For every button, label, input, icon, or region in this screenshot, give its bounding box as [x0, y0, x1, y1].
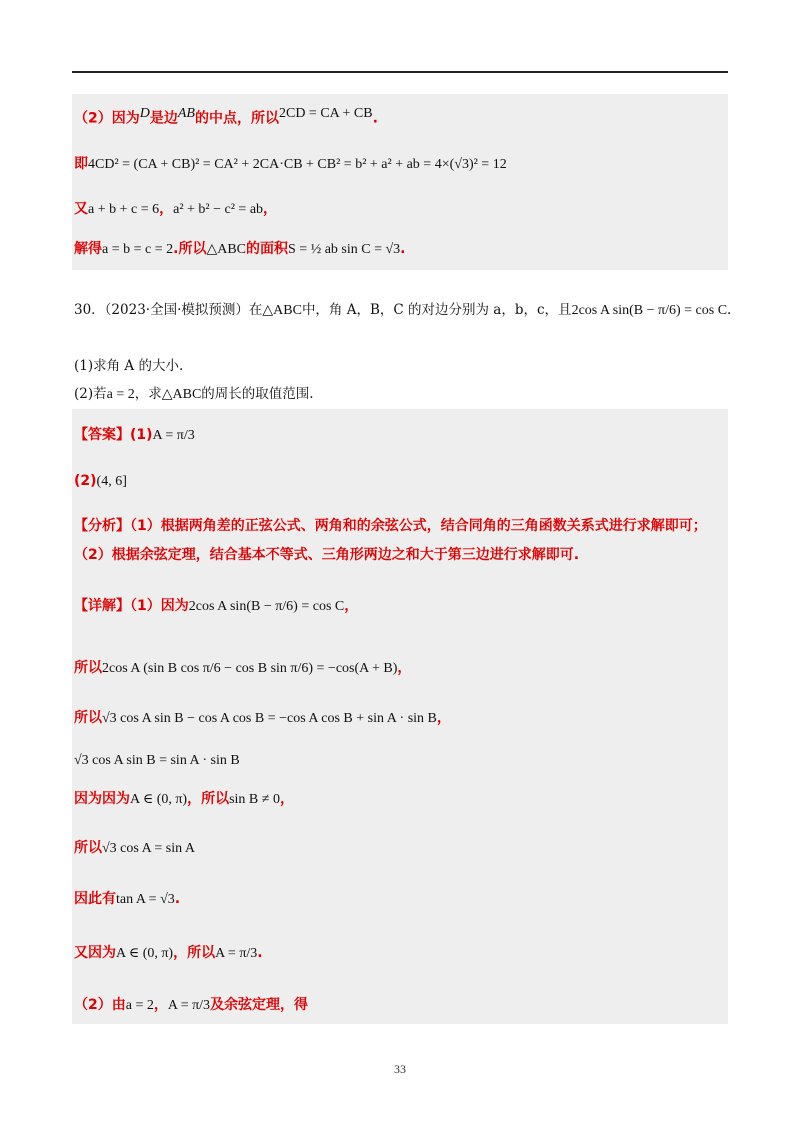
step-cos-sin: 所以√3 cos A = sin A [74, 840, 195, 856]
line-conditions: 又a + b + c = 6，a² + b² − c² = ab， [74, 201, 278, 217]
step-sinb-nonzero: 因为因为A ∈ (0, π)，所以sin B ≠ 0， [74, 791, 294, 807]
analysis-line2: （2）根据余弦定理，结合基本不等式、三角形两边之和大于第三边进行求解即可. [74, 547, 580, 563]
line-area-result: 解得a = b = c = 2.所以△ABC的面积S = ½ ab sin C = √3. [74, 241, 406, 257]
answer-part2: (2)(4, 6] [74, 473, 127, 489]
step-expand: 所以2cos A (sin B cos π/6 − cos B sin π/6) = −cos(A + B)， [74, 660, 412, 676]
analysis-line1: 【分析】（1）根据两角差的正弦公式、两角和的余弦公式，结合同角的三角函数关系式进行求解即可； [74, 518, 707, 534]
line-midpoint: （2）因为$^D$是边$^{AB}$的中点，所以$^{2CD = CA + CB}$. [74, 106, 378, 127]
detail-intro: 【详解】（1）因为2cos A sin(B − π/6) = cos C， [74, 598, 359, 614]
question-30-part2: (2)若a = 2，求△ABC的周长的取值范围. [74, 386, 314, 402]
page-number: 33 [394, 1062, 406, 1076]
answer-part1: 【答案】(1)A = π/3 [74, 427, 195, 443]
question-30-stem: 30．（2023·全国·模拟预测）在△ABC中，角 A，B，C 的对边分别为 a，b，c，且2cos A sin(B − π/6) = cos C. [74, 302, 732, 318]
step-reduced: √3 cos A sin B = sin A · sin B [74, 753, 240, 768]
line-vector-square: 即4CD² = (CA + CB)² = CA² + 2CA·CB + CB² = b² + a² + ab = 4×(√3)² = 12 [74, 156, 507, 172]
part2-start: （2）由a = 2，A = π/3及余弦定理，得 [74, 997, 309, 1013]
step-tan: 因此有tan A = √3. [74, 891, 181, 907]
question-30-part1: (1)求角 A 的大小. [74, 358, 184, 374]
step-angle-a: 又因为A ∈ (0, π)，所以A = π/3. [74, 945, 263, 961]
header-rule [72, 71, 728, 73]
step-simplify: 所以√3 cos A sin B − cos A cos B = −cos A cos B + sin A · sin B， [74, 710, 451, 726]
